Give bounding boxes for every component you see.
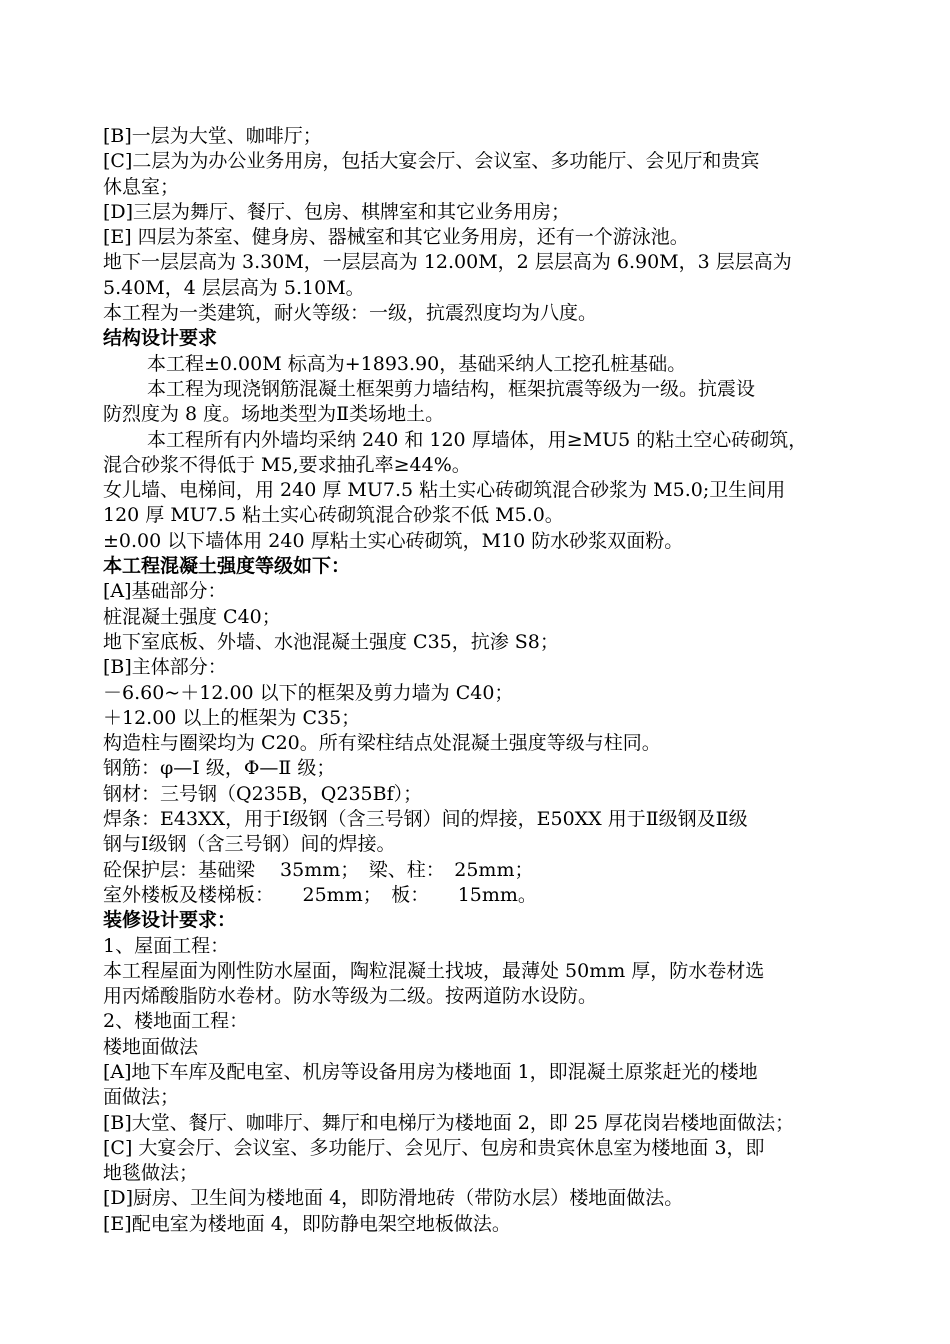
- text-line: 构造柱与圈梁均为 C20。所有梁柱结点处混凝土强度等级与柱同。: [103, 732, 661, 755]
- document-page: [103, 124, 893, 1237]
- section-heading: 结构设计要求: [103, 327, 218, 350]
- text-line: 钢材：三号钢（Q235B，Q235Bf）；: [103, 782, 423, 805]
- document-body: [103, 124, 893, 1237]
- text-line: [D]三层为舞厅、餐厅、包房、棋牌室和其它业务用房；: [103, 200, 571, 223]
- text-line: 楼地面做法: [103, 1035, 199, 1058]
- text-line: [C] 大宴会厅、会议室、多功能厅、会见厅、包房和贵宾休息室为楼地面 3，即: [103, 1136, 765, 1159]
- text-line: 混合砂浆不得低于 M5,要求抽孔率≥44%。: [103, 453, 471, 476]
- text-line: －6.60~＋12.00 以下的框架及剪力墙为 C40；: [103, 681, 514, 704]
- text-line: 本工程为现浇钢筋混凝土框架剪力墙结构，框架抗震等级为一级。抗震设: [147, 377, 756, 400]
- text-line: 焊条：E43XX，用于Ⅰ级钢（含三号钢）间的焊接，E50XX 用于Ⅱ级钢及Ⅱ级: [103, 808, 748, 831]
- text-line: 5.40M，4 层层高为 5.10M。: [103, 276, 365, 299]
- text-line: 2、楼地面工程：: [103, 1010, 249, 1033]
- text-line: 用丙烯酸脂防水卷材。防水等级为二级。按两道防水设防。: [103, 985, 598, 1008]
- text-line: [D]厨房、卫生间为楼地面 4，即防滑地砖（带防水层）楼地面做法。: [103, 1187, 684, 1210]
- section-heading: 本工程混凝土强度等级如下：: [103, 555, 351, 578]
- text-line: 本工程屋面为刚性防水屋面，陶粒混凝土找坡，最薄处 50mm 厚，防水卷材选: [103, 959, 765, 982]
- text-line: [B]一层为大堂、咖啡厅；: [103, 125, 322, 147]
- text-line: [E] 四层为茶室、健身房、器械室和其它业务用房，还有一个游泳池。: [103, 226, 689, 249]
- text-line: 面做法；: [103, 1086, 180, 1109]
- text-line: 休息室；: [103, 175, 180, 198]
- text-line: 120 厚 MU7.5 粘土实心砖砌筑混合砂浆不低 M5.0。: [103, 504, 564, 527]
- text-line: 本工程±0.00M 标高为+1893.90，基础采纳人工挖孔桩基础。: [147, 352, 687, 375]
- text-line: 桩混凝土强度 C40；: [103, 605, 281, 628]
- text-line: 钢筋：φ—Ⅰ 级，Φ—Ⅱ 级；: [103, 757, 336, 780]
- text-line: 本工程所有内外墙均采纳 240 和 120 厚墙体，用≥MU5 的粘土空心砖砌筑，: [147, 428, 808, 451]
- section-heading: 装修设计要求：: [103, 909, 237, 932]
- text-line: ＋12.00 以上的框架为 C35；: [103, 706, 361, 729]
- text-line: [E]配电室为楼地面 4，即防静电架空地板做法。: [103, 1212, 511, 1235]
- text-line: ±0.00 以下墙体用 240 厚粘土实心砖砌筑，M10 防水砂浆双面粉。: [103, 529, 684, 552]
- text-line: [A]基础部分：: [103, 580, 227, 603]
- text-line: 女儿墙、电梯间，用 240 厚 MU7.5 粘土实心砖砌筑混合砂浆为 M5.0;卫生间用: [103, 479, 786, 502]
- text-line: 室外楼板及楼梯板： 25mm； 板： 15mm。: [103, 883, 537, 906]
- text-line: 防烈度为 8 度。场地类型为Ⅱ类场地土。: [103, 403, 445, 426]
- text-line: 地下室底板、外墙、水池混凝土强度 C35，抗渗 S8；: [103, 630, 559, 653]
- text-line: [A]地下车库及配电室、机房等设备用房为楼地面 1，即混凝土原浆赶光的楼地: [103, 1060, 758, 1083]
- text-line: 钢与Ⅰ级钢（含三号钢）间的焊接。: [103, 833, 396, 856]
- text-line: 砼保护层：基础梁 35mm； 梁、柱： 25mm；: [103, 858, 534, 881]
- text-line: [C]二层为为办公业务用房，包括大宴会厅、会议室、多功能厅、会见厅和贵宾: [103, 150, 760, 173]
- text-line: 地毯做法；: [103, 1162, 199, 1185]
- text-line: 1、屋面工程：: [103, 934, 230, 957]
- text-line: 地下一层层高为 3.30M，一层层高为 12.00M，2 层层高为 6.90M，3 层层高为: [103, 251, 792, 274]
- text-line: [B]大堂、餐厅、咖啡厅、舞厅和电梯厅为楼地面 2，即 25 厚花岗岩楼地面做法；: [103, 1111, 795, 1134]
- text-line: 本工程为一类建筑，耐火等级：一级，抗震烈度均为八度。: [103, 302, 598, 325]
- text-line: [B]主体部分：: [103, 656, 227, 679]
